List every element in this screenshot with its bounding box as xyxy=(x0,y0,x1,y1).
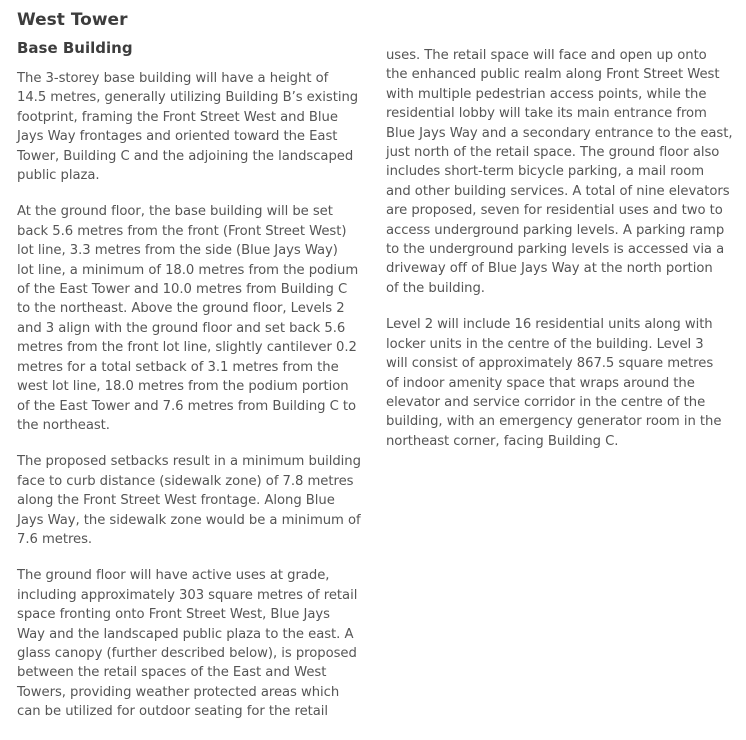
text-line: 7.6 metres. xyxy=(17,531,93,547)
right-text-column xyxy=(386,46,738,468)
paragraph xyxy=(17,69,373,185)
text-line: along the Front Street West frontage. Along Blue xyxy=(17,493,335,509)
text-line: access underground parking levels. A parking ramp xyxy=(386,222,725,238)
paragraph xyxy=(386,315,738,451)
left-text-column xyxy=(17,69,373,739)
text-line: 14.5 metres, generally utilizing Building B’s existing xyxy=(17,90,359,106)
text-line: with multiple pedestrian access points, while the xyxy=(386,86,707,102)
text-line: includes short-term bicycle parking, a mail room xyxy=(386,164,705,180)
text-line: glass canopy (further described below), is proposed xyxy=(17,645,357,661)
text-line: back 5.6 metres from the front (Front Street West) xyxy=(17,223,347,239)
text-line: Towers, providing weather protected areas which xyxy=(17,684,340,700)
text-line: to the northeast. Above the ground floor, Levels 2 xyxy=(17,301,345,317)
text-line: Way and the landscaped public plaza to the east. A xyxy=(17,626,354,642)
text-line: space fronting onto Front Street West, Blue Jays xyxy=(17,607,330,623)
text-line: At the ground floor, the base building will be set xyxy=(17,204,333,220)
text-line: Jays Way frontages and oriented toward the East xyxy=(17,129,338,145)
text-line: will consist of approximately 867.5 square metres xyxy=(386,356,714,372)
section-subheading: Base Building xyxy=(17,39,133,57)
text-line: face to curb distance (sidewalk zone) of 7.8 metres xyxy=(17,473,354,489)
text-line: and other building services. A total of nine elevators xyxy=(386,183,730,199)
text-line: of the East Tower and 7.6 metres from Building C to xyxy=(17,398,357,414)
text-line: including approximately 303 square metres of retail xyxy=(17,587,358,603)
paragraph xyxy=(17,566,373,721)
text-line: are proposed, seven for residential uses and two to xyxy=(386,203,723,219)
text-line: Jays Way, the sidewalk zone would be a minimum of xyxy=(17,512,361,528)
text-line: to the underground parking levels is accessed via a xyxy=(386,242,725,258)
text-line: of indoor amenity space that wraps around the xyxy=(386,375,695,391)
text-line: locker units in the centre of the building. Level 3 xyxy=(386,336,704,352)
text-line: elevator and service corridor in the centre of the xyxy=(386,394,706,410)
text-line: the northeast. xyxy=(17,417,110,433)
text-line: Tower, Building C and the adjoining the landscaped xyxy=(17,148,354,164)
text-line: lot line, 3.3 metres from the side (Blue Jays Way) xyxy=(17,243,338,259)
text-line: of the building. xyxy=(386,280,485,296)
text-line: Blue Jays Way and a secondary entrance to the east, xyxy=(386,125,733,141)
text-line: The proposed setbacks result in a minimum building xyxy=(17,454,361,470)
text-line: and 3 align with the ground floor and set back 5.6 xyxy=(17,320,346,336)
text-line: The ground floor will have active uses at grade, xyxy=(17,568,330,584)
text-line: can be utilized for outdoor seating for the retail xyxy=(17,704,329,720)
text-line: Level 2 will include 16 residential units along with xyxy=(386,317,713,333)
text-line: metres for a total setback of 3.1 metres from the xyxy=(17,359,339,375)
text-line: northeast corner, facing Building C. xyxy=(386,433,619,449)
text-line: lot line, a minimum of 18.0 metres from the podium xyxy=(17,262,359,278)
text-line: public plaza. xyxy=(17,168,100,184)
text-line: driveway off of Blue Jays Way at the north portion xyxy=(386,261,713,277)
text-line: uses. The retail space will face and open up onto xyxy=(386,48,707,63)
page-heading: West Tower xyxy=(17,10,128,30)
text-line: the enhanced public realm along Front Street West xyxy=(386,67,720,83)
paragraph xyxy=(17,202,373,435)
text-line: The 3-storey base building will have a height of xyxy=(17,71,329,86)
text-line: metres from the front lot line, slightly cantilever 0.2 xyxy=(17,340,357,356)
paragraph xyxy=(386,46,738,298)
text-line: building, with an emergency generator room in the xyxy=(386,414,722,430)
text-line: footprint, framing the Front Street West and Blue xyxy=(17,109,338,125)
text-line: residential lobby will take its main entrance from xyxy=(386,106,707,122)
text-line: of the East Tower and 10.0 metres from Building C xyxy=(17,282,348,298)
text-line: between the retail spaces of the East and West xyxy=(17,665,327,681)
text-line: just north of the retail space. The ground floor also xyxy=(386,145,720,161)
paragraph xyxy=(17,452,373,549)
text-line: west lot line, 18.0 metres from the podium portion xyxy=(17,379,349,395)
